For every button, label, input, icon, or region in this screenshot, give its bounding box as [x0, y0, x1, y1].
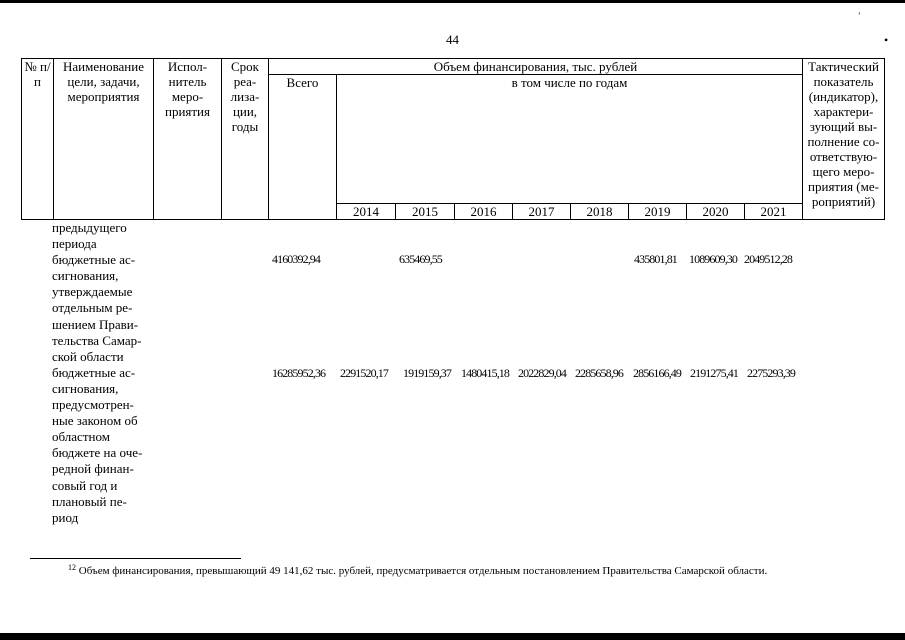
- header-year-2021: 2021: [745, 204, 803, 220]
- name-line: плановый пе-: [52, 493, 127, 509]
- page-number: 44: [446, 32, 459, 47]
- header-col-name: Наименование цели, задачи, мероприятия: [54, 59, 154, 220]
- header-year-2018: 2018: [571, 204, 629, 220]
- row1-2021: 2049512,28: [744, 252, 793, 266]
- footnote-marker: 12: [68, 563, 76, 572]
- row1-2015: 635469,55: [399, 252, 442, 266]
- header-year-2015: 2015: [396, 204, 455, 220]
- header-col-term: Срок реа-лиза-ции, годы: [222, 59, 269, 220]
- row1-total: 4160392,94: [272, 252, 321, 266]
- name-line: бюджетные ас-: [52, 364, 136, 380]
- name-line: бюджете на оче-: [52, 445, 143, 461]
- footnote-rule: [30, 558, 241, 559]
- header-col-indicator: Тактический показатель (индикатор), характери-зующий вы-полнение со-ответствую-щего меро-приятия (ме-роприятий): [803, 59, 885, 220]
- row1-2020: 1089609,30: [689, 252, 738, 266]
- header-year-2014: 2014: [337, 204, 396, 220]
- name-line: совый год и: [52, 477, 118, 493]
- name-line: ской области: [52, 348, 124, 364]
- row1-2019: 435801,81: [634, 252, 677, 266]
- corner-dot: •: [884, 33, 889, 47]
- footnote-text: Объем финансирования, превышающий 49 141,62 тыс. рублей, предусматривается отдельным постановлением Правительства Самарской области.: [76, 565, 768, 577]
- name-line: ные законом об: [52, 413, 138, 429]
- footnote: [68, 563, 767, 577]
- table-header: [21, 58, 885, 220]
- row2-2017: 2022829,04: [518, 366, 567, 380]
- bottom-border: [0, 633, 905, 640]
- header-col-funding: Объем финансирования, тыс. рублей: [269, 59, 803, 75]
- top-border: [0, 0, 905, 3]
- header-year-2020: 2020: [687, 204, 745, 220]
- header-col-no: № п/п: [22, 59, 54, 220]
- name-line: отдельным ре-: [52, 300, 133, 316]
- name-line: предыдущего: [52, 220, 127, 235]
- name-line: областном: [52, 429, 110, 445]
- name-line: сигнования,: [52, 268, 119, 284]
- name-line: сигнования,: [52, 380, 119, 396]
- row2-2018: 2285658,96: [575, 366, 624, 380]
- name-line: периода: [52, 236, 97, 252]
- header-col-total: Всего: [269, 75, 337, 220]
- header-year-2019: 2019: [629, 204, 687, 220]
- name-line: шением Прави-: [52, 316, 139, 332]
- row2-2019: 2856166,49: [633, 366, 682, 380]
- name-line: бюджетные ас-: [52, 252, 136, 268]
- row2-2020: 2191275,41: [690, 366, 739, 380]
- body-name-column: [52, 220, 162, 526]
- header-year-2016: 2016: [455, 204, 513, 220]
- row2-2014: 2291520,17: [340, 366, 389, 380]
- corner-mark: ’: [858, 11, 861, 20]
- row2-total: 16285952,36: [272, 366, 326, 380]
- name-line: предусмотрен-: [52, 397, 134, 413]
- row2-2016: 1480415,18: [461, 366, 510, 380]
- name-line: утверждаемые: [52, 284, 133, 300]
- header-col-executor: Испол-нитель меро-приятия: [154, 59, 222, 220]
- row2-2015: 1919159,37: [403, 366, 452, 380]
- name-line: риод: [52, 509, 79, 525]
- name-line: тельства Самар-: [52, 332, 142, 348]
- name-line: редной финан-: [52, 461, 134, 477]
- header-year-2017: 2017: [513, 204, 571, 220]
- header-col-by-years: в том числе по годам: [337, 75, 803, 204]
- row2-2021: 2275293,39: [747, 366, 796, 380]
